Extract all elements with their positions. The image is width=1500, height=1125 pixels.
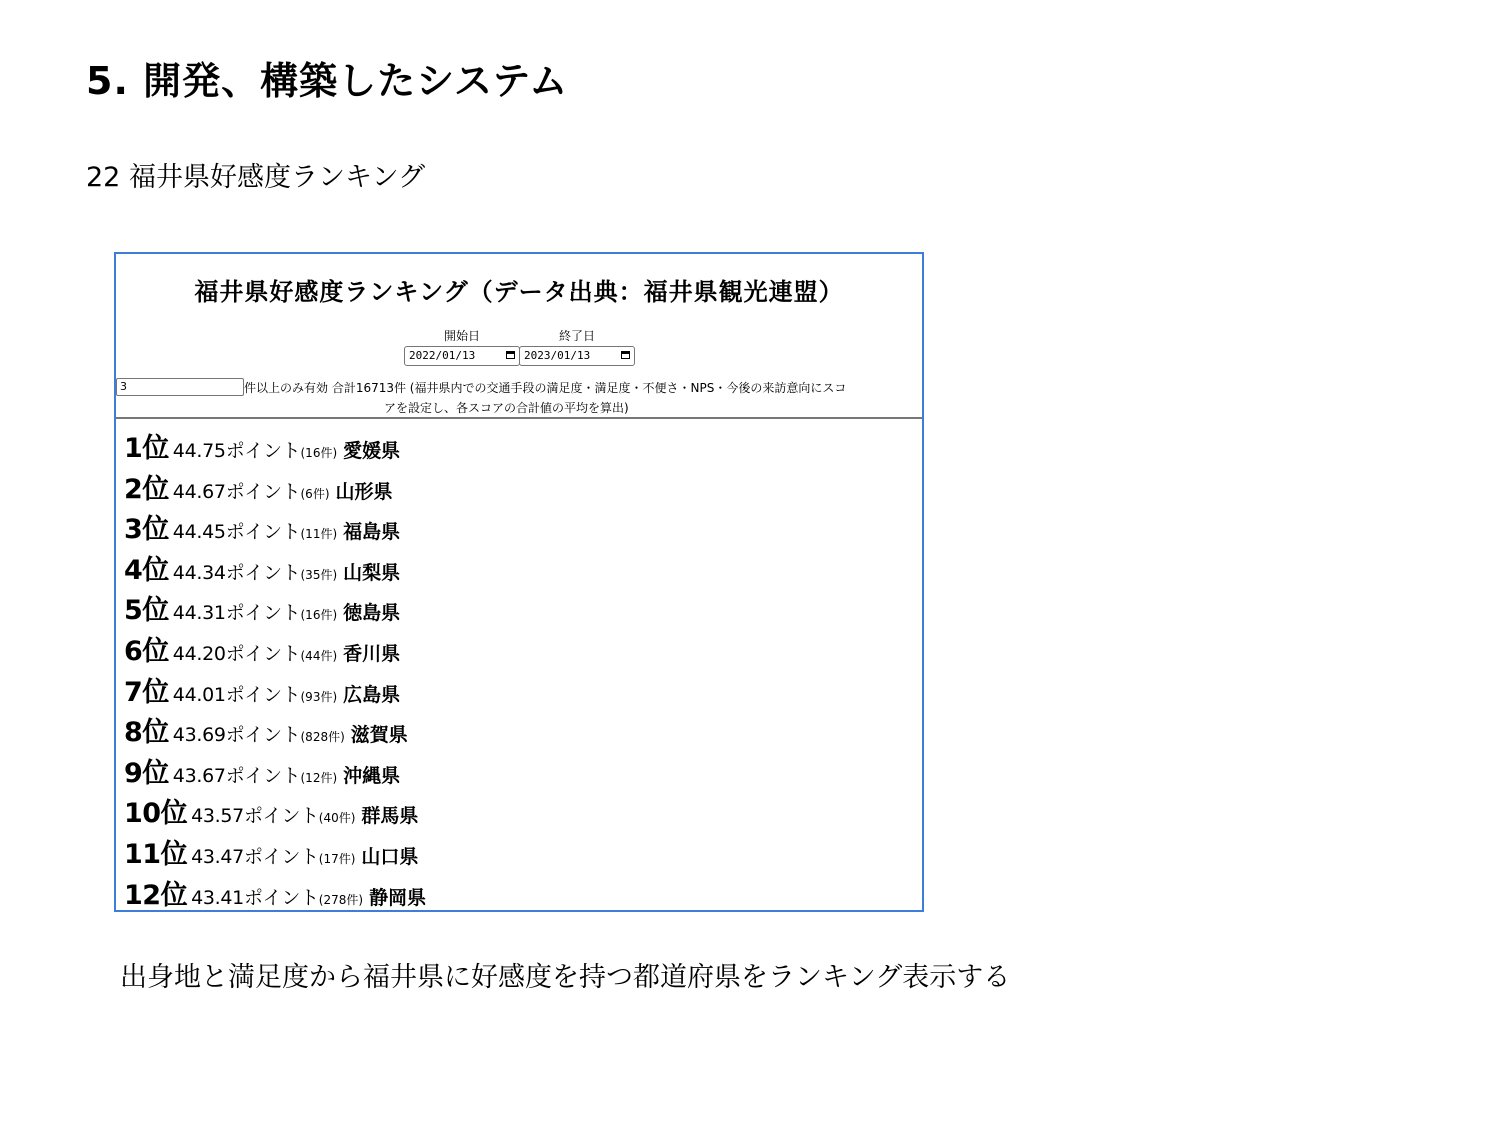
ranking-row — [124, 426, 426, 467]
rank-position: 5位 — [124, 595, 169, 627]
ranking-list — [124, 426, 426, 912]
rank-count: (11件) — [300, 527, 338, 542]
rank-prefecture: 山形県 — [335, 480, 393, 503]
end-date-label: 終了日 — [558, 329, 595, 343]
calendar-icon[interactable] — [621, 351, 630, 359]
filter-note-line2: アを設定し、各スコアの合計値の平均を算出) — [384, 401, 629, 415]
rank-position: 6位 — [124, 635, 169, 667]
min-count-input[interactable]: 3 — [116, 378, 244, 396]
rank-score: 43.57ポイント — [191, 805, 319, 828]
rank-prefecture: 愛媛県 — [343, 440, 401, 462]
rank-score: 44.31ポイント — [172, 602, 301, 625]
ranking-row — [124, 710, 426, 751]
app-header — [116, 254, 922, 419]
rank-score: 43.69ポイント — [172, 724, 301, 747]
filter-note-line1: 件以上のみ有効 合計16713件 (福井県内での交通手段の満足度・満足度・不便さ・NPS・今後の来訪意向にスコ — [244, 381, 847, 395]
start-date-group — [404, 328, 520, 366]
rank-count: (12件) — [300, 770, 338, 785]
end-date-value: 2023/01/13 — [524, 349, 591, 362]
ranking-row — [124, 670, 426, 711]
rank-count: (40件) — [318, 811, 356, 826]
rank-count: (17件) — [318, 851, 356, 866]
rank-position: 1位 — [124, 433, 169, 464]
slide-title: 5. 開発、構築したシステム — [86, 59, 569, 103]
rank-prefecture: 滋賀県 — [350, 724, 408, 747]
rank-prefecture: 沖縄県 — [343, 764, 401, 787]
rank-score: 44.75ポイント — [172, 440, 301, 462]
rank-count: (16件) — [300, 608, 338, 623]
ranking-row — [124, 832, 426, 873]
rank-prefecture: 広島県 — [343, 683, 401, 706]
rank-count: (16件) — [300, 446, 338, 460]
rank-score: 43.47ポイント — [191, 845, 319, 868]
rank-position: 11位 — [124, 838, 188, 870]
rank-count: (278件) — [318, 892, 364, 907]
ranking-row — [124, 791, 426, 832]
rank-position: 12位 — [124, 879, 188, 911]
rank-prefecture: 静岡県 — [369, 886, 427, 909]
start-date-label: 開始日 — [443, 329, 480, 343]
rank-prefecture: 徳島県 — [343, 602, 401, 625]
ranking-row — [124, 588, 426, 629]
ranking-row — [124, 873, 426, 912]
slide-subtitle: 22 福井県好感度ランキング — [86, 162, 426, 193]
rank-score: 43.41ポイント — [191, 886, 319, 909]
ranking-row — [124, 467, 426, 508]
rank-position: 3位 — [124, 514, 169, 546]
rank-score: 44.45ポイント — [172, 521, 301, 544]
end-date-input[interactable] — [519, 346, 635, 366]
rank-position: 9位 — [124, 757, 169, 789]
rank-count: (828件) — [300, 730, 345, 745]
rank-score: 44.20ポイント — [172, 642, 301, 665]
start-date-value: 2022/01/13 — [409, 349, 476, 362]
rank-position: 8位 — [124, 717, 169, 749]
rank-score: 44.01ポイント — [172, 683, 301, 706]
ranking-row — [124, 548, 426, 589]
rank-position: 2位 — [124, 473, 169, 505]
rank-count: (44件) — [300, 648, 338, 663]
rank-position: 4位 — [124, 554, 169, 586]
rank-prefecture: 山梨県 — [343, 561, 401, 584]
rank-prefecture: 群馬県 — [361, 805, 419, 828]
rank-count: (35件) — [300, 567, 338, 582]
rank-position: 10位 — [124, 798, 188, 830]
rank-prefecture: 山口県 — [361, 845, 419, 868]
rank-position: 7位 — [124, 676, 169, 708]
rank-score: 44.67ポイント — [172, 480, 301, 503]
ranking-row — [124, 507, 426, 548]
ranking-row — [124, 629, 426, 670]
slide-caption: 出身地と満足度から福井県に好感度を持つ都道府県をランキング表示する — [120, 962, 1011, 993]
filter-note — [244, 378, 924, 418]
rank-score: 43.67ポイント — [172, 764, 301, 787]
calendar-icon[interactable] — [506, 351, 515, 359]
app-screenshot — [114, 252, 924, 912]
rank-count: (6件) — [300, 486, 330, 501]
start-date-input[interactable] — [404, 346, 520, 366]
rank-prefecture: 福島県 — [343, 521, 401, 544]
rank-score: 44.34ポイント — [172, 561, 301, 584]
rank-prefecture: 香川県 — [343, 642, 401, 665]
rank-count: (93件) — [300, 689, 338, 704]
ranking-row — [124, 751, 426, 792]
app-title: 福井県好感度ランキング（データ出典：福井県観光連盟） — [194, 278, 844, 306]
end-date-group — [519, 328, 635, 366]
